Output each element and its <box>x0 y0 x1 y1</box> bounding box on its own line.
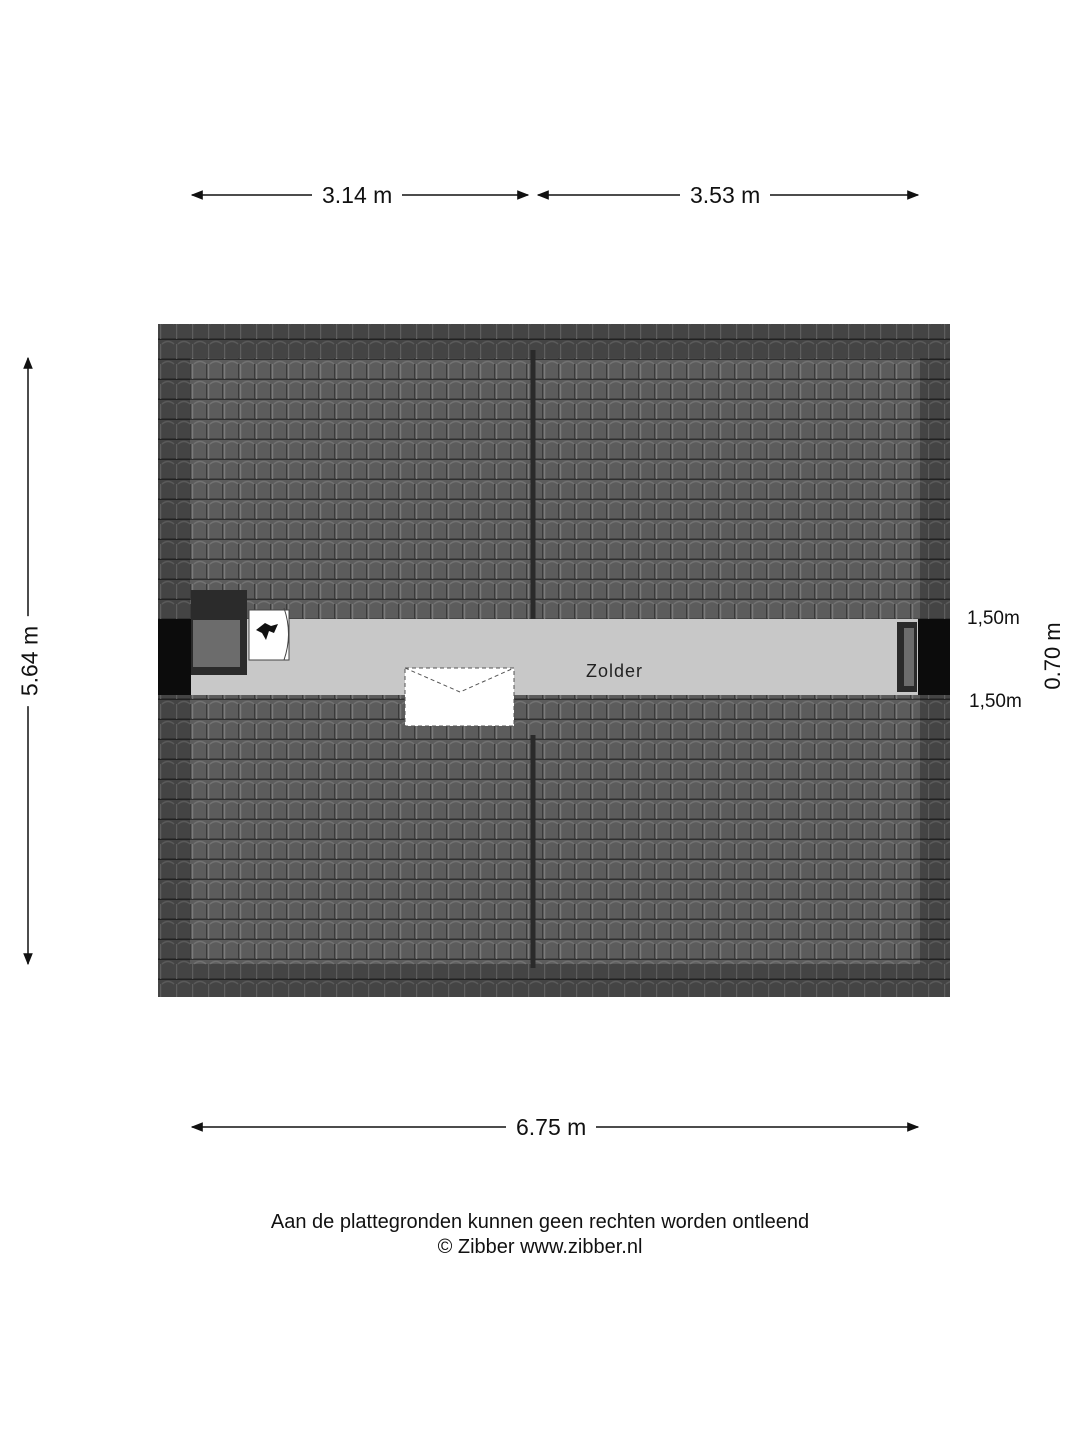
right-vertical-dimension: 0.70 m <box>1042 612 1064 699</box>
left-wall <box>158 619 191 695</box>
left-height-dimension: 5.64 m <box>19 616 42 706</box>
top-right-dimension: 3.53 m <box>680 184 770 207</box>
bottom-width-dimension: 6.75 m <box>506 1116 596 1139</box>
room-label-zolder: Zolder <box>586 661 644 681</box>
chimney <box>191 590 247 675</box>
right-upper-dimension: 1,50m <box>967 608 1020 629</box>
boiler-unit <box>249 608 289 660</box>
footer-disclaimer: Aan de plattegronden kunnen geen rechten worden ontleend <box>270 1211 810 1233</box>
right-wall <box>918 619 950 695</box>
right-lower-dimension: 1,50m <box>969 691 1022 712</box>
footer-copyright: © Zibber www.zibber.nl <box>437 1236 643 1258</box>
loft-hatch <box>405 668 514 726</box>
top-left-dimension: 3.14 m <box>312 184 402 207</box>
